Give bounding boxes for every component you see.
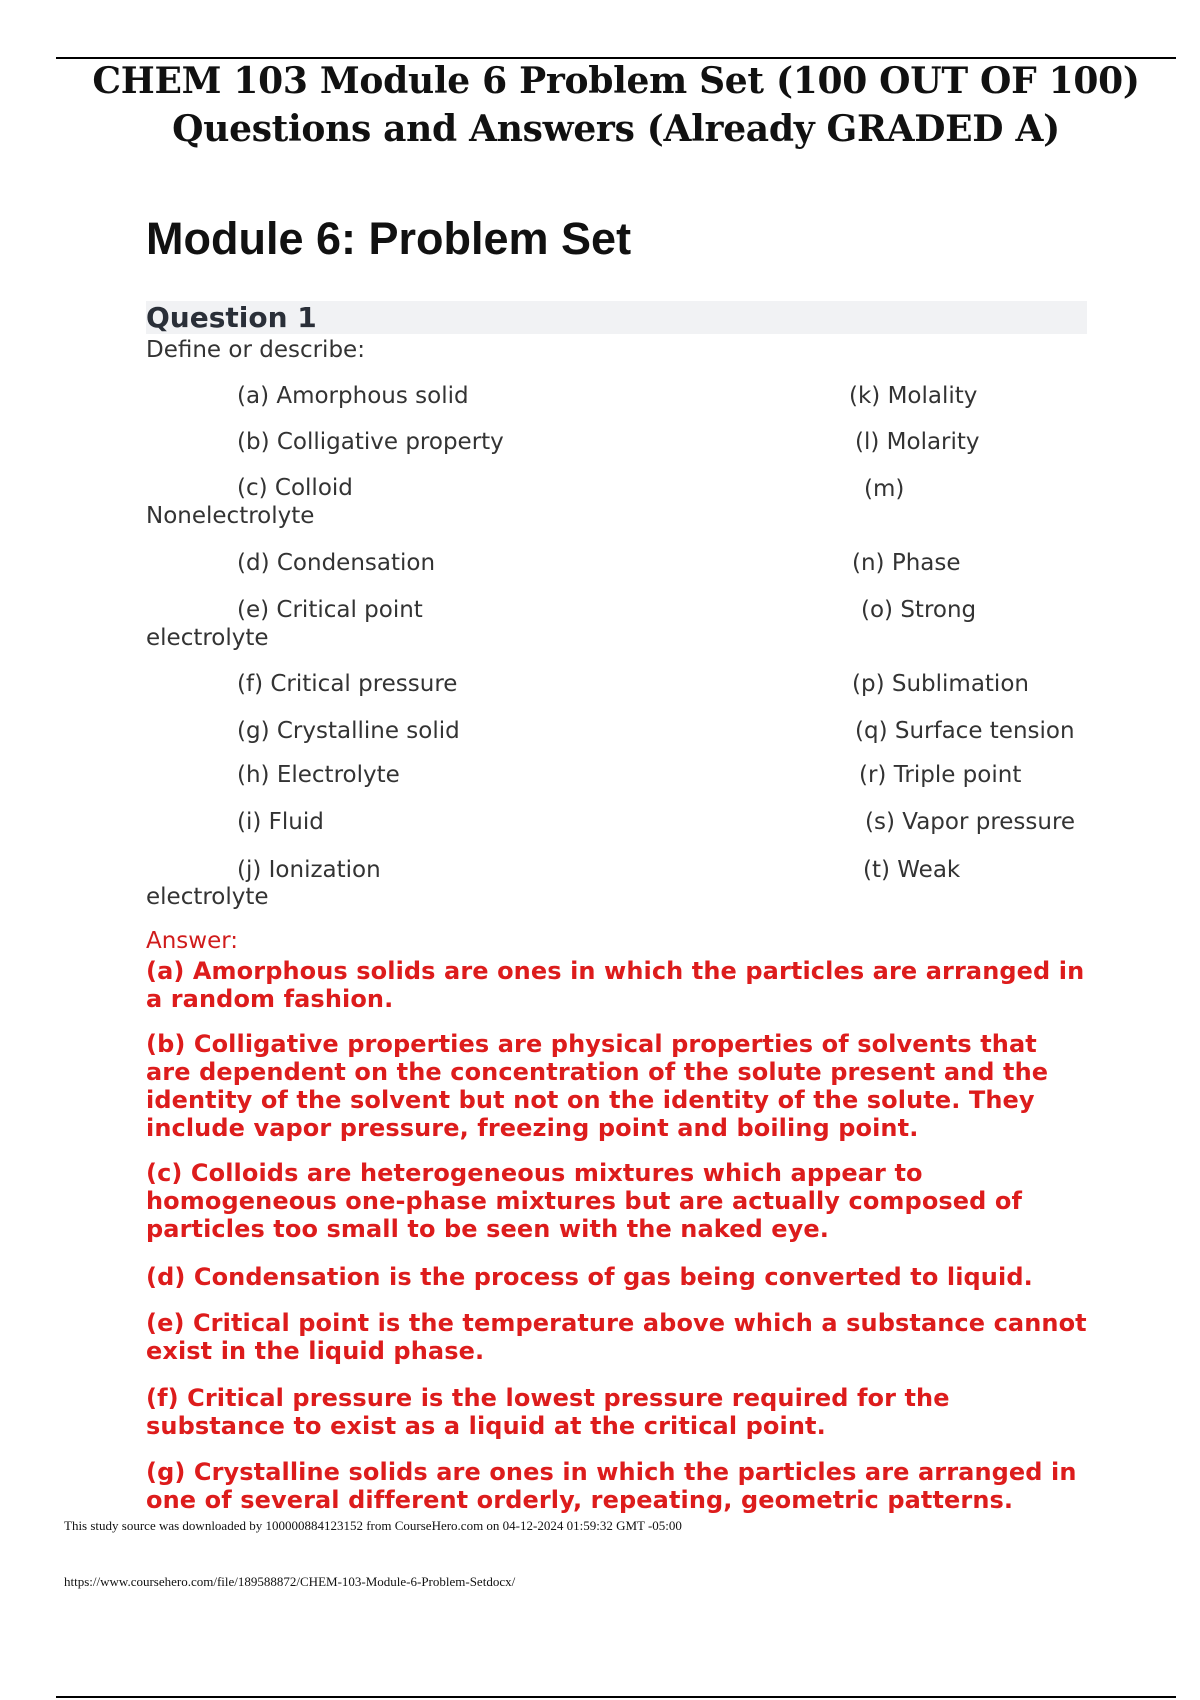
term-e: (e) Critical point: [237, 597, 423, 623]
answer-f-line: (f) Critical pressure is the lowest pressure required for the: [146, 1384, 950, 1412]
title-line-1: CHEM 103 Module 6 Problem Set (100 OUT OF 100): [92, 60, 1140, 102]
answer-label: Answer:: [146, 928, 239, 954]
module-heading: Module 6: Problem Set: [146, 213, 632, 264]
term-b: (b) Colligative property: [237, 429, 504, 455]
answer-c-line: homogeneous one-phase mixtures but are actually composed of: [146, 1187, 1023, 1215]
answer-b-line: include vapor pressure, freezing point and boiling point.: [146, 1114, 919, 1142]
answer-d: [146, 1263, 1086, 1291]
term-f: (f) Critical pressure: [237, 671, 458, 697]
answer-g-line: one of several different orderly, repeating, geometric patterns.: [146, 1486, 1014, 1514]
answer-b-line: identity of the solvent but not on the identity of the solute. They: [146, 1086, 1035, 1114]
bottom-rule: [56, 1696, 1176, 1698]
term-r: (r) Triple point: [859, 762, 1022, 788]
term-a: (a) Amorphous solid: [237, 383, 469, 409]
title-line-2: Questions and Answers (Already GRADED A): [172, 108, 1060, 150]
term-j: (j) Ionization: [237, 857, 381, 883]
answer-f-line: substance to exist as a liquid at the critical point.: [146, 1412, 826, 1440]
answer-d-line: (d) Condensation is the process of gas being converted to liquid.: [146, 1263, 1033, 1291]
term-m: (m): [864, 476, 905, 502]
document-title: [56, 57, 1176, 153]
answer-a: [146, 957, 1086, 1013]
source-url-link[interactable]: https://www.coursehero.com/file/189588872/CHEM-103-Module-6-Problem-Setdocx/: [64, 1574, 516, 1589]
term-c: (c) Colloid: [237, 475, 353, 501]
answer-e-line: exist in the liquid phase.: [146, 1337, 485, 1365]
answer-g-line: (g) Crystalline solids are ones in which the particles are arranged in: [146, 1458, 1077, 1486]
answer-b-line: (b) Colligative properties are physical properties of solvents that: [146, 1030, 1037, 1058]
term-e-wrap: electrolyte: [146, 625, 269, 651]
answer-a-line: a random fashion.: [146, 985, 394, 1013]
question-prompt: Define or describe:: [146, 337, 365, 363]
term-l: (l) Molarity: [855, 429, 980, 455]
term-h: (h) Electrolyte: [237, 762, 400, 788]
term-t: (t) Weak: [863, 857, 961, 883]
answer-g: [146, 1458, 1086, 1514]
answer-c: [146, 1159, 1086, 1243]
term-i: (i) Fluid: [237, 809, 324, 835]
term-o: (o) Strong: [861, 597, 977, 623]
term-q: (q) Surface tension: [855, 718, 1075, 744]
download-source-note: This study source was downloaded by 100000884123152 from CourseHero.com on 04-12-2024 01:59:32 GMT -05:00: [64, 1518, 682, 1533]
question-label: Question 1: [146, 301, 317, 334]
answer-c-line: (c) Colloids are heterogeneous mixtures which appear to: [146, 1159, 923, 1187]
answer-f: [146, 1384, 1086, 1440]
term-g: (g) Crystalline solid: [237, 718, 460, 744]
term-j-wrap: electrolyte: [146, 884, 269, 910]
answer-e-line: (e) Critical point is the temperature above which a substance cannot: [146, 1309, 1087, 1337]
term-n: (n) Phase: [852, 550, 961, 576]
question-header-bar: [146, 301, 1087, 334]
term-c-wrap: Nonelectrolyte: [146, 503, 315, 529]
answer-b-line: are dependent on the concentration of the solute present and the: [146, 1058, 1049, 1086]
term-k: (k) Molality: [849, 383, 978, 409]
term-s: (s) Vapor pressure: [865, 809, 1076, 835]
answer-b: [146, 1030, 1086, 1142]
answer-e: [146, 1309, 1086, 1365]
answer-c-line: particles too small to be seen with the naked eye.: [146, 1215, 830, 1243]
term-d: (d) Condensation: [237, 550, 436, 576]
answer-a-line: (a) Amorphous solids are ones in which the particles are arranged in: [146, 957, 1085, 985]
term-p: (p) Sublimation: [852, 671, 1029, 697]
